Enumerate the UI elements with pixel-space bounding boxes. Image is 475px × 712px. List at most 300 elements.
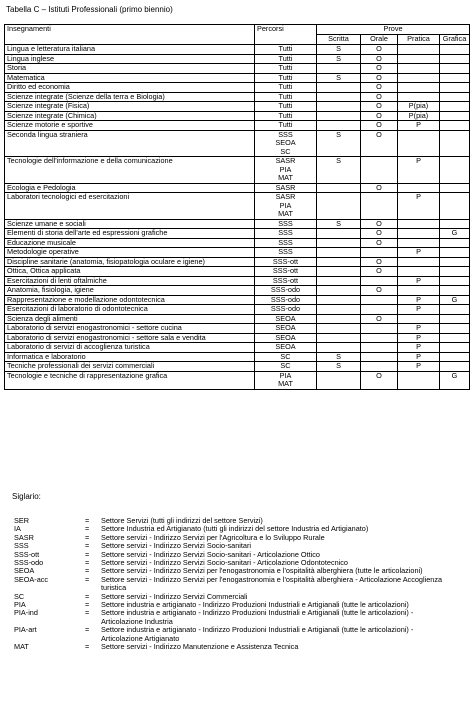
orale-cell [361, 248, 398, 258]
table-row [5, 219, 470, 229]
orale-cell: O [361, 45, 398, 55]
subject-cell: Laboratorio di servizi di accoglienza turistica [5, 343, 255, 353]
glossary-definition: Settore Industria ed Artigianato (tutti gli indirizzi del settore Industria ed Artigianato) [101, 524, 369, 534]
orale-cell: O [361, 238, 398, 248]
table-row [5, 324, 470, 334]
table-row [5, 295, 470, 305]
table-row [5, 54, 470, 64]
grafica-cell [440, 92, 470, 102]
percorso-code: SSS-ott [272, 266, 299, 275]
grafica-cell [440, 111, 470, 121]
glossary-abbr: SASR [14, 532, 34, 542]
percorso-code: Tutti [278, 63, 293, 72]
pratica-cell [398, 219, 440, 229]
header-pratica: Pratica [398, 35, 440, 45]
percorsi-cell [255, 248, 317, 258]
percorsi-cell [255, 54, 317, 64]
orale-cell [361, 157, 398, 184]
header-orale: Orale [361, 35, 398, 45]
glossary-equals: = [85, 516, 90, 525]
percorso-code: SC [280, 352, 291, 361]
scritta-cell [317, 295, 361, 305]
table-row [5, 102, 470, 112]
percorso-code: SEOA [275, 323, 296, 332]
percorsi-cell [255, 276, 317, 286]
scritta-cell [317, 257, 361, 267]
percorso-code: Tutti [278, 54, 293, 63]
table-row [5, 257, 470, 267]
scritta-cell [317, 305, 361, 315]
scritta-cell [317, 121, 361, 131]
pratica-cell [398, 73, 440, 83]
glossary-definition: Settore industria e artigianato - Indirizzo Produzioni Industriali e Artigianali (tutte le articolazioni) [101, 600, 409, 610]
orale-cell: O [361, 83, 398, 93]
glossary-definition: Settore servizi - Indirizzo Servizi Socio-sanitari - Articolazione Ottico [101, 549, 320, 559]
percorso-code: SSS [278, 228, 293, 237]
percorsi-cell [255, 324, 317, 334]
grafica-cell [440, 267, 470, 277]
grafica-cell [440, 183, 470, 193]
subject-cell: Ecologia e Pedologia [5, 183, 255, 193]
orale-cell: O [361, 286, 398, 296]
grafica-cell [440, 64, 470, 74]
percorsi-cell [255, 157, 317, 184]
subject-cell: Esercitazioni di lenti oftalmiche [5, 276, 255, 286]
percorso-code: SEOA [275, 342, 296, 351]
pratica-cell: P [398, 305, 440, 315]
percorso-code: Tutti [278, 120, 293, 129]
table-row [5, 73, 470, 83]
glossary-item [14, 643, 456, 651]
glossary-definition: Settore servizi - Indirizzo Servizi per l'enogastronomia e l'ospitalità alberghiera - Articolazione Accoglienza turistica [101, 574, 443, 593]
glossary-item [14, 626, 456, 643]
grafica-cell [440, 352, 470, 362]
glossary-equals: = [85, 524, 90, 534]
percorsi-cell [255, 267, 317, 277]
glossary-abbr: SEOA-acc [14, 574, 49, 584]
scritta-cell [317, 248, 361, 258]
pratica-cell [398, 130, 440, 157]
scritta-cell [317, 83, 361, 93]
grafica-cell [440, 238, 470, 248]
percorso-code: PIA [279, 200, 292, 210]
orale-cell: O [361, 92, 398, 102]
table-row [5, 92, 470, 102]
grafica-cell [440, 157, 470, 184]
glossary-definition: Settore industria e artigianato - Indirizzo Produzioni Industriali e Artigianali (tutte le articolazioni) - Articolazione Artigianato [101, 625, 414, 643]
pratica-cell: P(pia) [398, 111, 440, 121]
glossary-abbr: PIA-ind [14, 608, 38, 618]
grafica-cell: G [440, 371, 470, 389]
subject-cell: Storia [5, 64, 255, 74]
percorso-code: SSS [278, 130, 293, 139]
glossary-abbr: SC [14, 591, 25, 601]
pratica-cell: P [398, 121, 440, 131]
orale-cell [361, 343, 398, 353]
table-row [5, 238, 470, 248]
glossary-abbr: SSS [14, 541, 29, 551]
orale-cell [361, 193, 398, 220]
glossary-abbr: IA [14, 524, 21, 534]
scritta-cell [317, 333, 361, 343]
percorso-code: SSS [278, 247, 293, 256]
orale-cell: O [361, 371, 398, 389]
percorsi-cell [255, 73, 317, 83]
subject-cell: Laboratorio di servizi enogastronomici - settore cucina [5, 324, 255, 334]
percorsi-cell [255, 64, 317, 74]
pratica-cell: P [398, 333, 440, 343]
table-row [5, 352, 470, 362]
glossary-definition: Settore Servizi (tutti gli indirizzi del settore Servizi) [101, 516, 263, 525]
scritta-cell [317, 276, 361, 286]
grafica-cell [440, 193, 470, 220]
orale-cell [361, 305, 398, 315]
percorso-code: MAT [278, 173, 293, 182]
percorso-code: SSS-ott [272, 257, 299, 266]
table-row [5, 305, 470, 315]
glossary-equals: = [85, 541, 90, 551]
scritta-cell [317, 267, 361, 277]
orale-cell: O [361, 111, 398, 121]
scritta-cell [317, 314, 361, 324]
percorsi-cell [255, 343, 317, 353]
subject-cell: Lingua inglese [5, 54, 255, 64]
orale-cell: O [361, 121, 398, 131]
orale-cell: O [361, 130, 398, 157]
percorsi-cell [255, 333, 317, 343]
percorsi-cell [255, 121, 317, 131]
table-body [5, 45, 470, 390]
table-row [5, 45, 470, 55]
pratica-cell: P [398, 193, 440, 220]
orale-cell [361, 352, 398, 362]
pratica-cell [398, 371, 440, 389]
subject-cell: Educazione musicale [5, 238, 255, 248]
grafica-cell [440, 73, 470, 83]
scritta-cell [317, 193, 361, 220]
orale-cell: O [361, 73, 398, 83]
pratica-cell: P [398, 352, 440, 362]
pratica-cell [398, 92, 440, 102]
grafica-cell [440, 314, 470, 324]
percorsi-cell [255, 229, 317, 239]
scritta-cell: S [317, 219, 361, 229]
percorsi-cell [255, 219, 317, 229]
glossary-item [14, 576, 456, 593]
grafica-cell [440, 102, 470, 112]
scritta-cell [317, 64, 361, 74]
subject-cell: Anatomia, fisiologia, igiene [5, 286, 255, 296]
subject-cell: Metodologie operative [5, 248, 255, 258]
pratica-cell: P [398, 248, 440, 258]
percorso-code: Tutti [278, 73, 293, 82]
glossary-equals: = [85, 574, 90, 584]
percorsi-cell [255, 111, 317, 121]
table-row [5, 267, 470, 277]
percorso-code: Tutti [278, 82, 293, 91]
orale-cell: O [361, 183, 398, 193]
table-row [5, 183, 470, 193]
percorso-code: SASR [275, 156, 296, 165]
subject-cell: Ottica, Ottica applicata [5, 267, 255, 277]
scritta-cell [317, 92, 361, 102]
percorsi-cell [255, 305, 317, 315]
orale-cell [361, 333, 398, 343]
percorso-code: SSS-ott [272, 276, 299, 285]
table-caption: Tabella C – Istituti Professionali (primo biennio) [6, 5, 173, 14]
scritta-cell: S [317, 45, 361, 55]
percorso-code: Tutti [278, 111, 293, 120]
grafica-cell [440, 257, 470, 267]
table-row [5, 314, 470, 324]
percorsi-cell [255, 83, 317, 93]
scritta-cell [317, 102, 361, 112]
pratica-cell: P [398, 324, 440, 334]
pratica-cell [398, 286, 440, 296]
subject-cell: Tecniche professionali dei servizi commerciali [5, 362, 255, 372]
percorsi-cell [255, 92, 317, 102]
table-row [5, 157, 470, 184]
glossary-abbr: SSS-ott [14, 549, 40, 559]
grafica-cell [440, 343, 470, 353]
scritta-cell: S [317, 352, 361, 362]
pratica-cell [398, 45, 440, 55]
glossary-abbr: PIA [14, 600, 26, 610]
percorsi-cell [255, 362, 317, 372]
table-row [5, 130, 470, 157]
grafica-cell [440, 324, 470, 334]
percorso-code: MAT [278, 379, 293, 388]
glossary-abbr: SEOA [14, 566, 35, 576]
glossary-equals: = [85, 566, 90, 576]
subject-cell: Seconda lingua straniera [5, 130, 255, 157]
glossary-equals: = [85, 532, 90, 542]
percorsi-cell [255, 102, 317, 112]
grafica-cell [440, 276, 470, 286]
glossary-abbr: MAT [14, 642, 29, 652]
percorso-code: SASR [275, 183, 296, 192]
subject-cell: Discipline sanitarie (anatomia, fisiopatologia oculare e igiene) [5, 257, 255, 267]
header-prove: Prove [317, 25, 470, 35]
glossary-definition: Settore servizi - Indirizzo Servizi per l'Agricoltura e lo Sviluppo Rurale [101, 532, 325, 542]
glossary-equals: = [85, 558, 90, 568]
percorso-code: SEOA [275, 314, 296, 323]
pratica-cell [398, 54, 440, 64]
table-row [5, 286, 470, 296]
orale-cell: O [361, 102, 398, 112]
siglario-title: Siglario: [12, 492, 41, 501]
glossary-list [14, 517, 456, 652]
grafica-cell [440, 83, 470, 93]
grafica-cell [440, 45, 470, 55]
grafica-cell [440, 305, 470, 315]
percorso-code: SASR [275, 192, 296, 201]
subject-cell: Scienze motorie e sportive [5, 121, 255, 131]
scritta-cell [317, 238, 361, 248]
glossary-definition: Settore servizi - Indirizzo Servizi Commerciali [101, 591, 248, 601]
subject-cell: Scienze integrate (Scienze della terra e Biologia) [5, 92, 255, 102]
glossary-definition: Settore servizi - Indirizzo Servizi per l'enogastronomia e l'ospitalità alberghiera (tutte le articolazioni) [101, 566, 423, 576]
pratica-cell [398, 314, 440, 324]
scritta-cell [317, 111, 361, 121]
orale-cell: O [361, 257, 398, 267]
grafica-cell [440, 286, 470, 296]
table-row [5, 371, 470, 389]
percorso-code: PIA [279, 371, 292, 380]
scritta-cell: S [317, 54, 361, 64]
grafica-cell [440, 121, 470, 131]
percorso-code: SC [280, 361, 291, 370]
header-scritta: Scritta [317, 35, 361, 45]
subject-cell: Scienza degli alimenti [5, 314, 255, 324]
percorso-code: Tutti [278, 44, 293, 53]
grafica-cell: G [440, 229, 470, 239]
subject-cell: Rappresentazione e modellazione odontotecnica [5, 295, 255, 305]
pratica-cell [398, 64, 440, 74]
table-row [5, 276, 470, 286]
glossary-equals: = [85, 591, 90, 601]
grafica-cell [440, 130, 470, 157]
subject-cell: Tecnologie dell'informazione e della comunicazione [5, 157, 255, 184]
pratica-cell [398, 183, 440, 193]
pratica-cell: P [398, 343, 440, 353]
pratica-cell [398, 267, 440, 277]
percorsi-cell [255, 286, 317, 296]
percorsi-cell [255, 45, 317, 55]
percorsi-cell [255, 257, 317, 267]
pratica-cell: P [398, 362, 440, 372]
orale-cell: O [361, 229, 398, 239]
percorso-code: SSS [278, 219, 293, 228]
percorso-code: PIA [279, 164, 292, 174]
subject-cell: Diritto ed economia [5, 83, 255, 93]
orale-cell: O [361, 219, 398, 229]
scritta-cell: S [317, 157, 361, 184]
subject-cell: Lingua e letteratura italiana [5, 45, 255, 55]
pratica-cell [398, 257, 440, 267]
table-row [5, 248, 470, 258]
glossary-equals: = [85, 625, 90, 635]
orale-cell: O [361, 314, 398, 324]
percorsi-cell [255, 352, 317, 362]
header-insegnamenti: Insegnamenti [5, 25, 255, 45]
subject-cell: Elementi di storia dell'arte ed espressioni grafiche [5, 229, 255, 239]
pratica-cell: P [398, 276, 440, 286]
glossary-equals: = [85, 608, 90, 618]
percorso-code: SSS-odo [270, 295, 301, 304]
percorso-code: SC [280, 146, 291, 156]
percorso-code: MAT [278, 209, 293, 218]
percorsi-cell [255, 130, 317, 157]
table-row [5, 229, 470, 239]
percorsi-cell [255, 295, 317, 305]
table-row [5, 333, 470, 343]
pratica-cell [398, 83, 440, 93]
orale-cell [361, 324, 398, 334]
glossary-abbr: SER [14, 516, 30, 525]
percorsi-cell [255, 238, 317, 248]
percorsi-cell [255, 193, 317, 220]
exam-table [4, 24, 470, 390]
table-row [5, 111, 470, 121]
subject-cell: Esercitazioni di laboratorio di odontotecnica [5, 305, 255, 315]
subject-cell: Scienze integrate (Fisica) [5, 102, 255, 112]
glossary-equals: = [85, 642, 90, 652]
percorsi-cell [255, 314, 317, 324]
glossary-definition: Settore industria e artigianato - Indirizzo Produzioni Industriali e Artigianali (tutte le articolazioni) - Articolazione Industria [101, 608, 414, 626]
scritta-cell: S [317, 130, 361, 157]
glossary-definition: Settore servizi - Indirizzo Servizi Socio-sanitari [101, 541, 252, 551]
table-row [5, 362, 470, 372]
percorso-code: SEOA [275, 333, 296, 342]
grafica-cell [440, 362, 470, 372]
percorso-code: Tutti [278, 101, 293, 110]
subject-cell: Informatica e laboratorio [5, 352, 255, 362]
pratica-cell [398, 229, 440, 239]
subject-cell: Matematica [5, 73, 255, 83]
subject-cell: Laboratorio di servizi enogastronomici - settore sala e vendita [5, 333, 255, 343]
glossary-abbr: PIA-art [14, 625, 37, 635]
orale-cell: O [361, 54, 398, 64]
header-percorsi: Percorsi [255, 25, 317, 45]
glossary-equals: = [85, 549, 90, 559]
table-row [5, 121, 470, 131]
percorsi-cell [255, 371, 317, 389]
scritta-cell [317, 229, 361, 239]
grafica-cell [440, 333, 470, 343]
percorsi-cell [255, 183, 317, 193]
glossary-definition: Settore servizi - Indirizzo Manutenzione e Assistenza Tecnica [101, 642, 299, 652]
table-row [5, 193, 470, 220]
orale-cell [361, 295, 398, 305]
scritta-cell [317, 183, 361, 193]
scritta-cell [317, 343, 361, 353]
grafica-cell [440, 248, 470, 258]
subject-cell: Tecnologie e tecniche di rappresentazione grafica [5, 371, 255, 389]
pratica-cell: P [398, 157, 440, 184]
percorso-code: Tutti [278, 92, 293, 101]
scritta-cell [317, 286, 361, 296]
table-row [5, 83, 470, 93]
percorso-code: SSS-odo [270, 304, 301, 313]
scritta-cell: S [317, 73, 361, 83]
scritta-cell [317, 371, 361, 389]
orale-cell: O [361, 267, 398, 277]
glossary-abbr: SSS-odo [14, 558, 44, 568]
subject-cell: Laboratori tecnologici ed esercitazioni [5, 193, 255, 220]
glossary-equals: = [85, 600, 90, 610]
grafica-cell [440, 219, 470, 229]
pratica-cell: P [398, 295, 440, 305]
header-grafica: Grafica [440, 35, 470, 45]
percorso-code: SSS [278, 238, 293, 247]
orale-cell [361, 362, 398, 372]
table-row [5, 343, 470, 353]
pratica-cell [398, 238, 440, 248]
table-row [5, 64, 470, 74]
scritta-cell [317, 324, 361, 334]
scritta-cell: S [317, 362, 361, 372]
orale-cell [361, 276, 398, 286]
glossary-item [14, 609, 456, 626]
glossary-definition: Settore servizi - Indirizzo Servizi Socio-sanitari - Articolazione Odontotecnico [101, 558, 348, 568]
pratica-cell: P(pia) [398, 102, 440, 112]
percorso-code: SSS-odo [270, 285, 301, 294]
grafica-cell: G [440, 295, 470, 305]
orale-cell: O [361, 64, 398, 74]
subject-cell: Scienze integrate (Chimica) [5, 111, 255, 121]
percorso-code: SEOA [275, 138, 296, 147]
